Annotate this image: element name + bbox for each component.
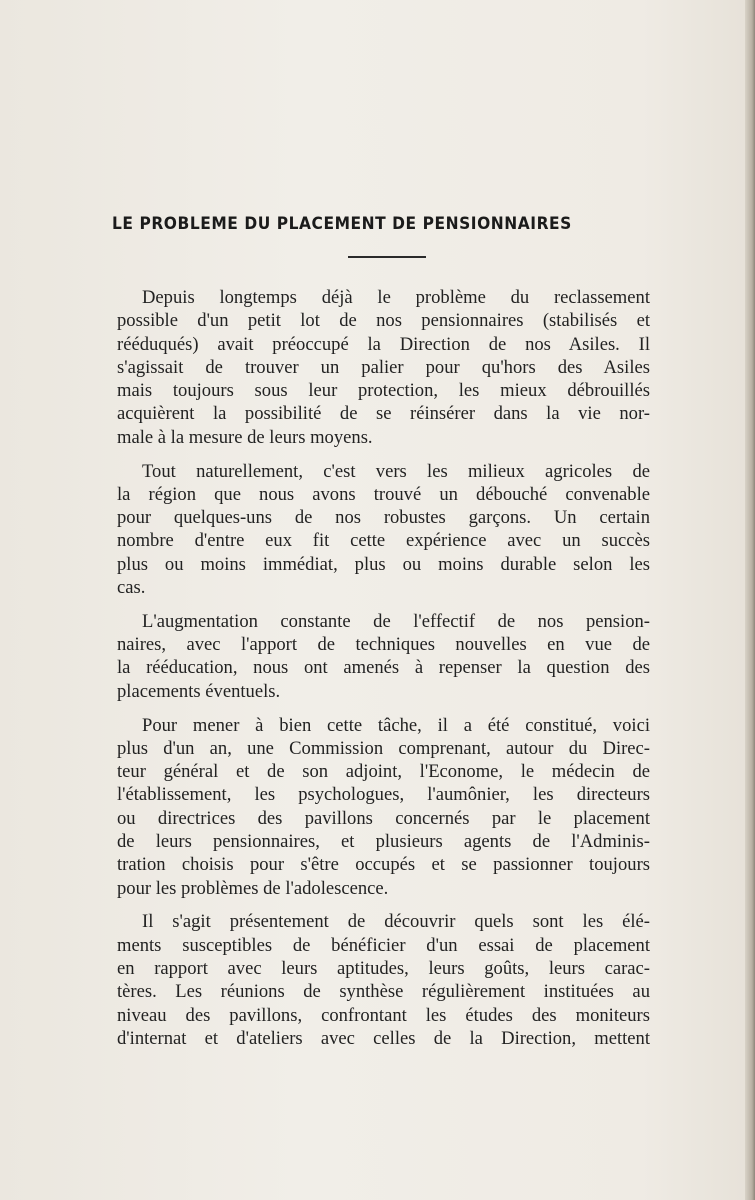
- text-line: L'augmentation constante de l'effectif de nos pension-: [142, 610, 650, 632]
- text-line: plus d'un an, une Commission comprenant, autour du Direc-: [117, 737, 650, 759]
- text-line: ments susceptibles de bénéficier d'un essai de placement: [117, 934, 650, 956]
- text-line: acquièrent la possibilité de se réinsérer dans la vie nor-: [117, 403, 650, 425]
- text-line: Il s'agit présentement de découvrir quels sont les élé-: [142, 911, 650, 933]
- paragraph: [117, 910, 650, 1050]
- body-text: [117, 286, 650, 1061]
- text-line: Depuis longtemps déjà le problème du reclassement: [142, 287, 650, 308]
- text-line: male à la mesure de leurs moyens.: [117, 426, 373, 448]
- text-line: plus ou moins immédiat, plus ou moins durable selon les: [117, 553, 650, 575]
- text-line: la région que nous avons trouvé un débouché convenable: [117, 483, 650, 505]
- paragraph: [117, 714, 650, 900]
- text-line: Tout naturellement, c'est vers les milieux agricoles de: [142, 460, 650, 482]
- text-line: tration choisis pour s'être occupés et se passionner toujours: [117, 854, 650, 876]
- text-line: possible d'un petit lot de nos pensionnaires (stabilisés et: [117, 310, 650, 332]
- paragraph: [117, 610, 650, 703]
- text-line: en rapport avec leurs aptitudes, leurs goûts, leurs carac-: [117, 958, 650, 980]
- text-line: de leurs pensionnaires, et plusieurs agents de l'Adminis-: [117, 831, 650, 853]
- text-line: cas.: [117, 577, 146, 599]
- title-underline: [348, 256, 426, 258]
- text-line: rééduqués) avait préoccupé la Direction de nos Asiles. Il: [117, 333, 650, 355]
- text-line: l'établissement, les psychologues, l'aumônier, les directeurs: [117, 784, 650, 806]
- page-edge: [745, 0, 755, 1200]
- text-line: pour quelques-uns de nos robustes garçons. Un certain: [117, 507, 650, 529]
- text-line: la rééducation, nous ont amenés à repenser la question des: [117, 657, 650, 679]
- paragraph: [117, 460, 650, 600]
- text-line: mais toujours sous leur protection, les mieux débrouillés: [117, 380, 650, 402]
- text-line: ou directrices des pavillons concernés par le placement: [117, 807, 650, 829]
- text-line: nombre d'entre eux fit cette expérience avec un succès: [117, 530, 650, 552]
- text-line: tères. Les réunions de synthèse régulièrement instituées au: [117, 981, 650, 1003]
- text-line: s'agissait de trouver un palier pour qu'hors des Asiles: [117, 356, 650, 378]
- page-title: LE PROBLEME DU PLACEMENT DE PENSIONNAIRES: [112, 214, 572, 234]
- paragraph: [117, 286, 650, 449]
- text-line: teur général et de son adjoint, l'Econome, le médecin de: [117, 761, 650, 783]
- text-line: naires, avec l'apport de techniques nouvelles en vue de: [117, 634, 650, 656]
- text-line: d'internat et d'ateliers avec celles de la Direction, mettent: [117, 1027, 650, 1049]
- text-line: Pour mener à bien cette tâche, il a été constitué, voici: [142, 714, 650, 736]
- text-line: niveau des pavillons, confrontant les études des moniteurs: [117, 1004, 650, 1026]
- text-line: pour les problèmes de l'adolescence.: [117, 877, 389, 899]
- text-line: placements éventuels.: [117, 680, 281, 702]
